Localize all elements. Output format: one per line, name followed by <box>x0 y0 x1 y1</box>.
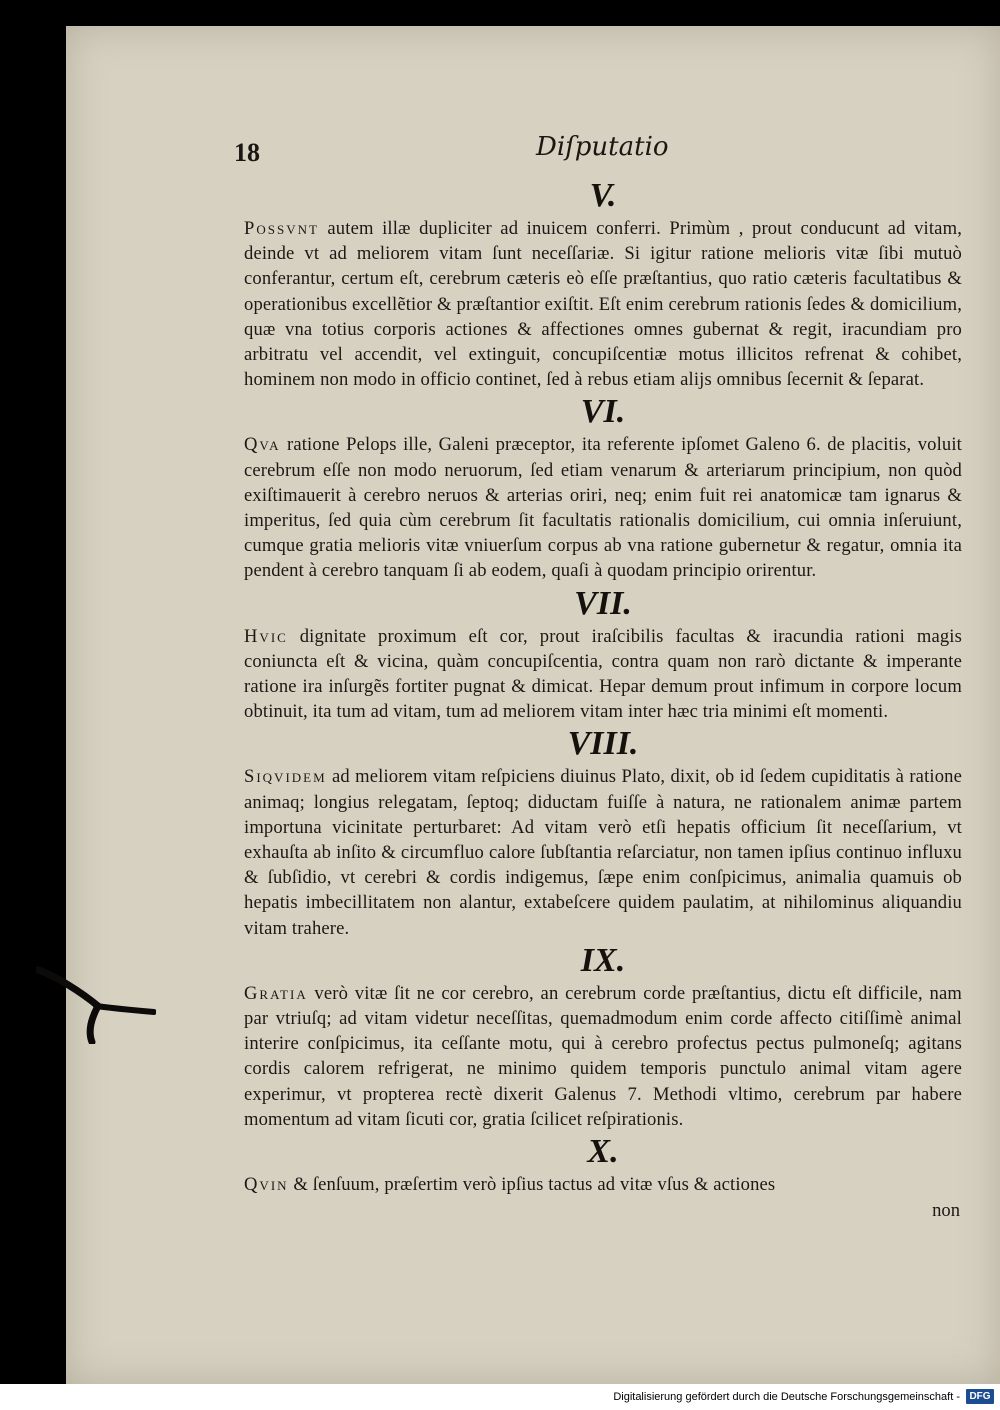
section-heading: V. <box>589 177 617 214</box>
section-viii <box>244 724 962 940</box>
paragraph-text: dignitate proximum eſt cor, prout iraſcibilis facultas & iracundia rationi magis coniuncta eſt & vicina, quàm concupiſcentia, contra quam non rarò dictante & imperante ratione ira inſurgẽs fortiter pugnat & dimicat. Hepar demum prout infimum in corpore locum obtinuit, ita tum ad vitam, tum ad meliorem vitam inter hæc tria minimi eſt momenti. <box>244 625 962 723</box>
section-paragraph <box>244 432 962 583</box>
section-paragraph <box>244 624 962 725</box>
paragraph-text: & ſenſuum, præſertim verò ipſius tactus ad vitæ vſus & actiones <box>288 1174 776 1196</box>
initial-word: Qvin <box>244 1174 289 1196</box>
initial-word: Gratia <box>244 982 308 1004</box>
initial-word: Possvnt <box>244 218 319 239</box>
section-paragraph <box>244 1172 962 1197</box>
section-heading: VIII. <box>567 725 639 763</box>
initial-word: Qva <box>244 434 281 456</box>
section-paragraph <box>244 981 962 1132</box>
paragraph-text: autem illæ dupliciter ad inuicem conferri. Primùm , prout conducunt ad vitam, deinde vt ad meliorem vitam ſunt neceſſariæ. Si igitur ratione melioris vitæ ſibi mutuò conferantur, certum eſt, cerebrum cæteris eò eſſe præſtantius, quo ratio cæteris facultatibus & operationibus excellẽtior & præſtantior exiſtit. Eſt enim cerebrum rationis ſedes & domicilium, quæ vna totius corporis actiones & affectiones omnes gubernat & regit, iracundiam pro arbitratu vel accendit, vel extinguit, concupiſcentiæ motus illicitos refrenat & cohibet, hominem non modo in officio continet, ſed à rebus etiam alijs omnibus ſecernit & ſeparat. <box>244 218 962 391</box>
ink-pointer-mark <box>36 964 156 1044</box>
section-x <box>244 1132 962 1197</box>
section-heading: X. <box>587 1133 619 1171</box>
initial-word: Hvic <box>244 625 288 647</box>
section-heading: VI. <box>580 393 626 431</box>
paragraph-text: ratione Pelops ille, Galeni præceptor, ita referente ipſomet Galeno 6. de placitis, voluit cerebrum eſſe non modo neruorum, ſed etiam venarum & arteriarum principium, non quòd exiſtimauerit à cerebro neruos & arterias oriri, neq; enim fuit rei anatomicæ tam ignarus & imperitus, ſed quia cùm cerebrum ſit facultatis rationalis domicilium, cui omnia inſeruiunt, cumque gratia melioris vitæ vniuerſum corpus ab vna ratione gubernetur & regatur, omnia ita pendent à cerebro tanquam ſi ab eodem, quaſi à quodam principio orirentur. <box>244 434 962 582</box>
paragraph-text: ad meliorem vitam reſpiciens diuinus Plato, dixit, ob id ſedem cupiditatis à ratione animaq; longius relegatam, ſeptoq; diductam fuiſſe à natura, ne rationalem animæ partem importuna vicinitate perturbaret: Ad vitam verò etſi hepatis officium ſit neceſſarium, vt exhauſta ab inſito & circumfluo calore ſubſtantia reſarciatur, non tamen ipſius continuo influxu & ſubſidio, vt cerebri & cordis indigemus, ſæpe enim conſpicimus, animalia quamuis ob hepatis imbecillitatem non alantur, extabeſcere quidem paulatim, at nihilominus aliquandiu vitam trahere. <box>244 766 962 939</box>
section-heading: VII. <box>574 584 632 622</box>
page-header <box>66 130 1000 170</box>
section-v <box>244 176 962 392</box>
section-paragraph <box>244 764 962 940</box>
page-number: 18 <box>234 138 260 167</box>
section-heading: IX. <box>580 941 626 979</box>
section-ix <box>244 941 962 1132</box>
page-body <box>244 176 962 1225</box>
section-vii <box>244 584 962 725</box>
dfg-logo: DFG <box>966 1389 994 1404</box>
running-title: Diſputatio <box>536 132 669 162</box>
footer-credit: Digitalisierung gefördert durch die Deutsche Forschungsgemeinschaft - <box>613 1391 960 1403</box>
paragraph-text: verò vitæ ſit ne cor cerebro, an cerebrum corde præſtantius, dictu eſt difficile, nam par vtriuſq; ad vitam videtur neceſſitas, quemadmodum enim corde affecto citiſſimè animal interire conſpicimus, ita ceſſante motu, qui à cerebro profectus pectus pulmoneſq; agitans cordis calorem refrigerat, ne minimo quidem temporis punctulo animal vitam agere experimur, vt propterea rectè dixerit Galenus 7. Methodi vltimo, cerebrum par habere momentum ad vitam ſicuti cor, gratia ſcilicet reſpirationis. <box>244 982 962 1130</box>
catchword: non <box>932 1200 960 1222</box>
initial-word: Siqvidem <box>244 766 327 788</box>
scanned-page <box>66 26 1000 1384</box>
section-paragraph <box>244 216 962 392</box>
footer-bar <box>0 1384 1000 1410</box>
section-vi <box>244 392 962 583</box>
